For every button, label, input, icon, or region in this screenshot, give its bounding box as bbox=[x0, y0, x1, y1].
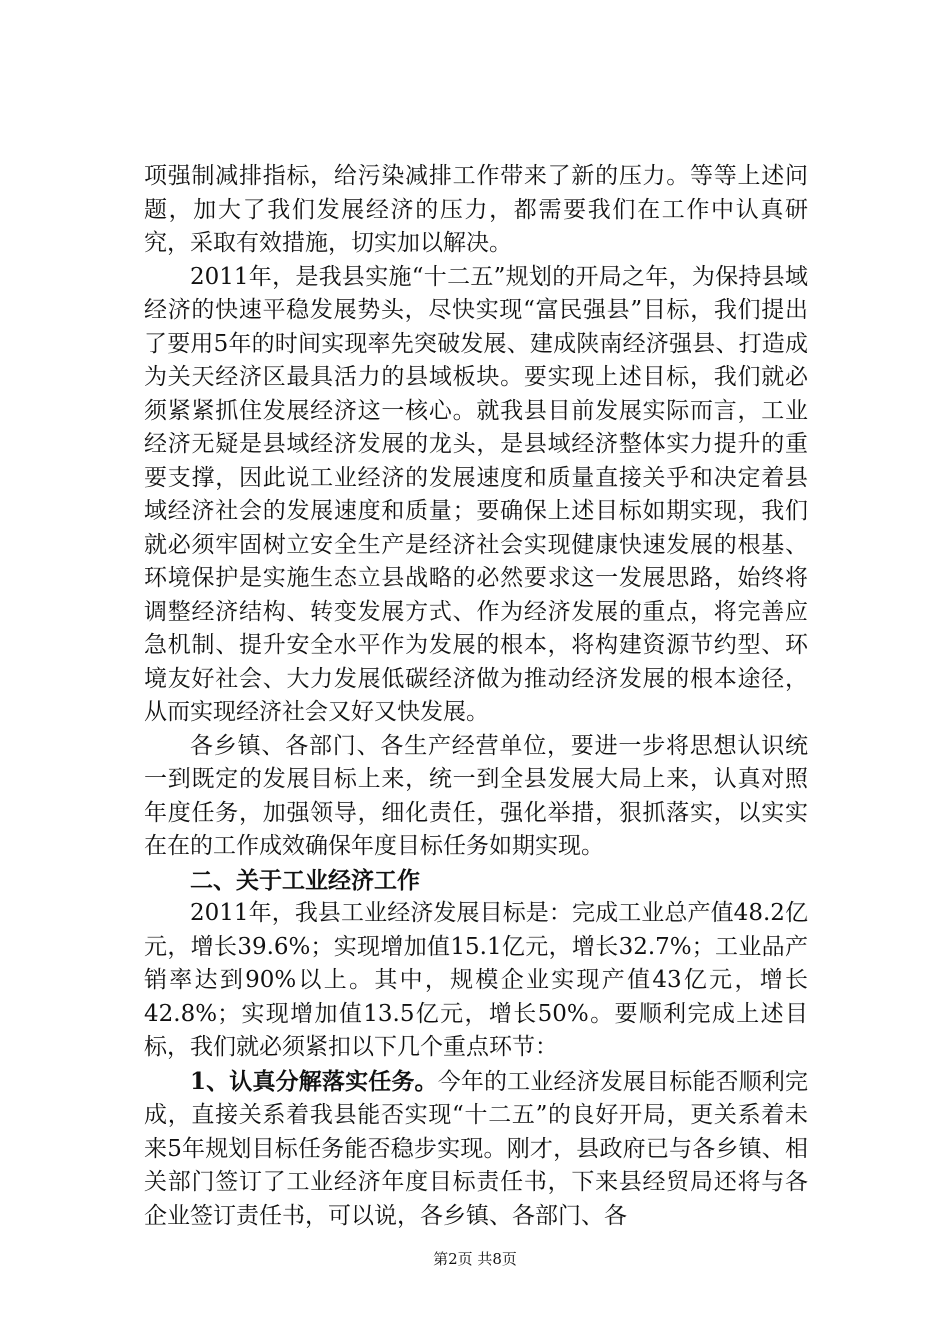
section-heading: 二、关于工业经济工作 bbox=[190, 866, 420, 894]
paragraph-item-1 bbox=[144, 1065, 808, 1234]
paragraph-industrial-targets: 2011年，我县工业经济发展目标是：完成工业总产值48.2亿元，增长39.6%；实现增加值15.1亿元，增长32.7%；工业品产销率达到90%以上。其中，规模企业实现产值43亿元，增长42.8%；实现增加值13.5亿元，增长50%。要顺利完成上述目标，我们就必须紧扣以下几个重点环节： bbox=[144, 900, 808, 1060]
page-footer: 第2页 共8页 bbox=[433, 1250, 517, 1268]
body-text bbox=[144, 160, 808, 1233]
paragraph-implementation: 各乡镇、各部门、各生产经营单位，要进一步将思想认识统一到既定的发展目标上来，统一到全县发展大局上来，认真对照年度任务，加强领导，细化责任，强化举措，狠抓落实，以实实在在的工作成效确保年度目标任务如期实现。 bbox=[144, 732, 808, 859]
item-1-text: 今年的工业经济发展目标能否顺利完成，直接关系着我县能否实现“十二五”的良好开局，更关系着未来5年规划目标任务能否稳步实现。刚才，县政府已与各乡镇、相关部门签订了工业经济年度目标责任书，下来县经贸局还将与各企业签订责任书，可以说，各乡镇、各部门、各 bbox=[144, 1068, 809, 1229]
paragraph-development-goals: 2011年，是我县实施“十二五”规划的开局之年，为保持县域经济的快速平稳发展势头，尽快实现“富民强县”目标，我们提出了要用5年的时间实现率先突破发展、建成陕南经济强县、打造成为关天经济区最具活力的县域板块。要实现上述目标，我们就必须紧紧抓住发展经济这一核心。就我县目前发展实际而言，工业经济无疑是县域经济发展的龙头，是县域经济整体实力提升的重要支撑，因此说工业经济的发展速度和质量直接关乎和决定着县域经济社会的发展速度和质量；要确保上述目标如期实现，我们就必须牢固树立安全生产是经济社会实现健康快速发展的根基、环境保护是实施生态立县战略的必然要求这一发展思路，始终将调整经济结构、转变发展方式、作为经济发展的重点，将完善应急机制、提升安全水平作为发展的根本，将构建资源节约型、环境友好社会、大力发展低碳经济做为推动经济发展的根本途径，从而实现经济社会又好又快发展。 bbox=[144, 263, 808, 725]
item-1-lead: 1、认真分解落实任务。 bbox=[190, 1067, 438, 1095]
paragraph-continued: 项强制减排指标，给污染减排工作带来了新的压力。等等上述问题，加大了我们发展经济的压力，都需要我们在工作中认真研究，采取有效措施，切实加以解决。 bbox=[144, 163, 808, 256]
